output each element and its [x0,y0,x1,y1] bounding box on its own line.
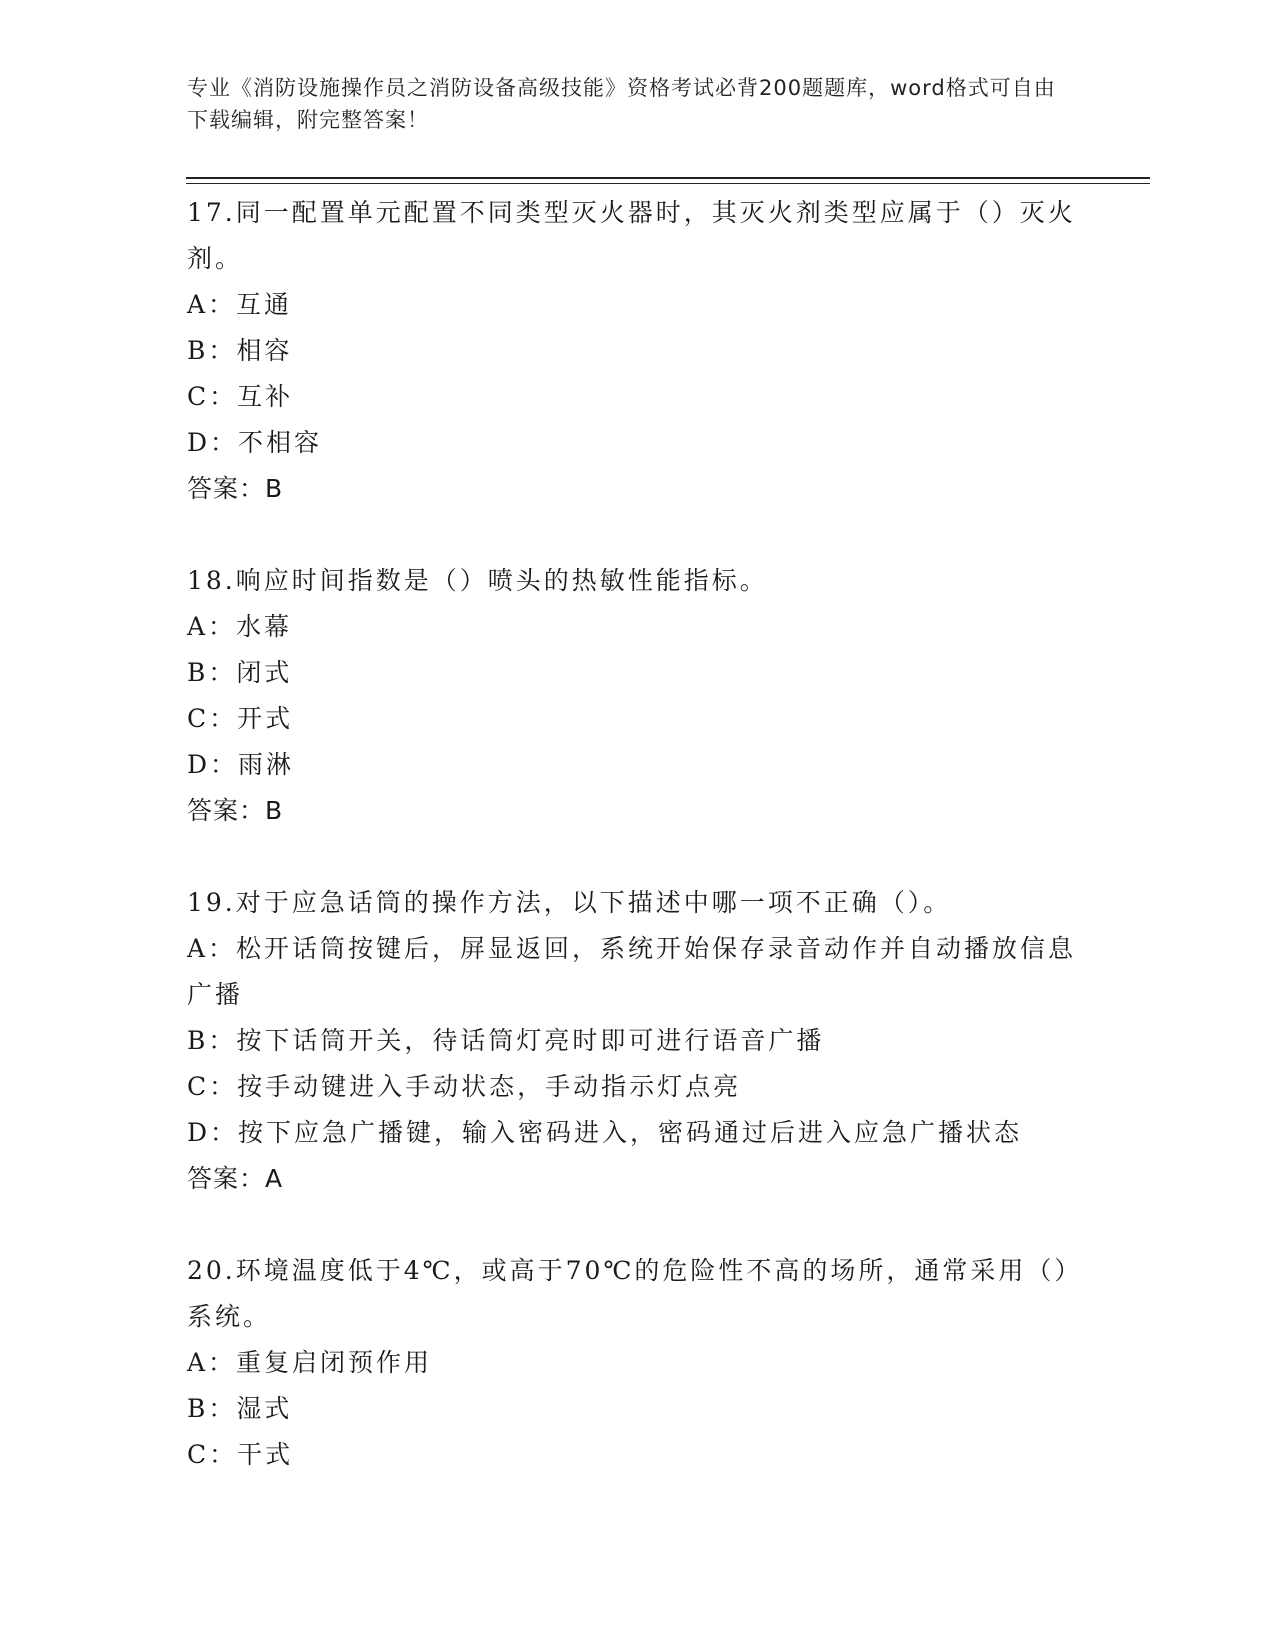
question-stem: 17.同一配置单元配置不同类型灭火器时，其灭火剂类型应属于（）灭火剂。 [187,198,1076,273]
question-stem: 18.响应时间指数是（）喷头的热敏性能指标。 [187,566,768,595]
question-17 [187,190,1087,512]
header-divider-thin [186,183,1150,184]
option-d: D：雨淋 [187,750,295,779]
answer-text: 答案：B [187,474,284,503]
answer-text: 答案：A [187,1164,284,1193]
option-c: C：互补 [187,382,294,411]
header-divider-thick [186,177,1150,179]
option-d: D：不相容 [187,428,323,457]
option-b: B：闭式 [187,658,293,687]
option-b: B：相容 [187,336,293,365]
question-18 [187,558,1087,834]
question-19 [187,880,1087,1202]
option-a: A：水幕 [187,612,293,641]
option-c: C：开式 [187,704,294,733]
option-c: C：按手动键进入手动状态，手动指示灯点亮 [187,1072,742,1101]
option-a: A：松开话筒按键后，屏显返回，系统开始保存录音动作并自动播放信息广播 [187,934,1077,1009]
option-a: A：互通 [187,290,293,319]
question-20 [187,1248,1087,1478]
question-stem: 20.环境温度低于4℃，或高于70℃的危险性不高的场所，通常采用（）系统。 [187,1256,1083,1331]
question-stem: 19.对于应急话筒的操作方法，以下描述中哪一项不正确（）。 [187,888,952,917]
answer-text: 答案：B [187,796,284,825]
option-a: A：重复启闭预作用 [187,1348,433,1377]
option-b: B：湿式 [187,1394,293,1423]
option-c: C：干式 [187,1440,294,1469]
option-b: B：按下话筒开关，待话筒灯亮时即可进行语音广播 [187,1026,825,1055]
option-d: D：按下应急广播键，输入密码进入，密码通过后进入应急广播状态 [187,1118,1023,1147]
question-list [187,190,1087,1478]
document-header: 专业《消防设施操作员之消防设备高级技能》资格考试必背200题题库，word格式可自由下载编辑，附完整答案！ [187,76,1056,132]
